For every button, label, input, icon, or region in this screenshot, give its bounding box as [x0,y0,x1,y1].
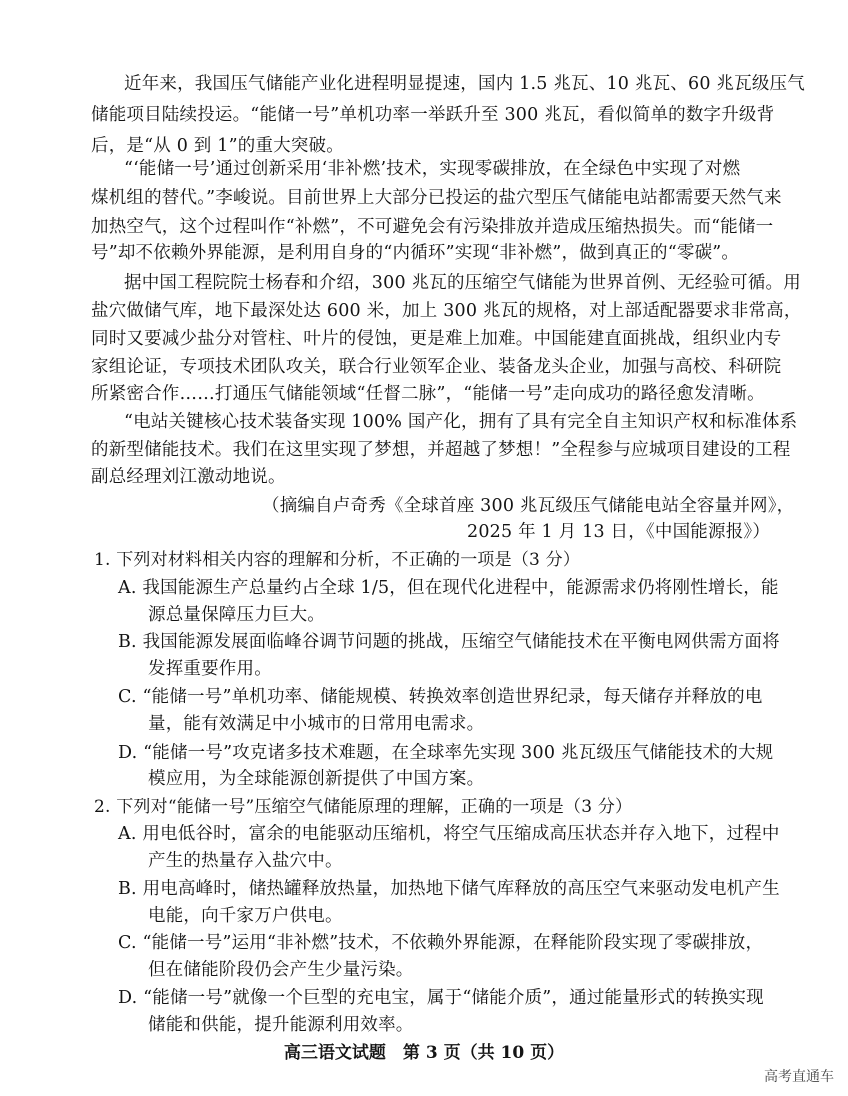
question-1-title: 1. 下列对材料相关内容的理解和分析，不正确的一项是（3 分） [94,550,581,570]
question-1-option-c-line-1: C. “能储一号”单机功率、储能规模、转换效率创造世界纪录，每天储存并释放的电 [118,687,763,707]
passage-p4-line-3: 副总经理刘江激动地说。 [91,467,286,487]
source-citation-line-2: 2025 年 1 月 13 日，《中国能源报》） [467,522,771,542]
question-2-title: 2. 下列对“能储一号”压缩空气储能原理的理解，正确的一项是（3 分） [94,797,633,817]
question-1-option-d-line-1: D. “能储一号”攻克诸多技术难题，在全球率先实现 300 兆瓦级压气储能技术的大规 [118,743,774,763]
passage-p4-line-1: “电站关键核心技术装备实现 100% 国产化，拥有了具有完全自主知识产权和标准体系 [124,412,798,432]
question-2-option-a-line-2: 产生的热量存入盐穴中。 [148,851,343,871]
question-2-option-b-line-2: 电能，向千家万户供电。 [148,906,343,926]
question-1-option-a-line-2: 源总量保障压力巨大。 [148,605,325,625]
passage-p1-line-2: 储能项目陆续投运。“能储一号”单机功率一举跃升至 300 兆瓦，看似简单的数字升级背 [91,105,775,125]
passage-p3-line-2: 盐穴做储气库，地下最深处达 600 米，加上 300 兆瓦的规格，对上部适配器要求非常高， [91,301,802,321]
passage-p3-line-3: 同时又要减少盐分对管柱、叶片的侵蚀，更是难上加难。中国能建直面挑战，组织业内专 [91,329,782,349]
source-citation-line-1: （摘编自卢奇秀《全球首座 300 兆瓦级压气储能电站全容量并网》， [262,496,795,516]
question-2-option-a-line-1: A. 用电低谷时，富余的电能驱动压缩机，将空气压缩成高压状态并存入地下，过程中 [118,824,780,844]
passage-p2-line-2: 煤机组的替代。”李峻说。目前世界上大部分已投运的盐穴型压气储能电站都需要天然气来 [91,188,782,208]
question-1-option-b-line-2: 发挥重要作用。 [148,659,272,679]
question-2-option-d-line-2: 储能和供能，提升能源利用效率。 [148,1015,414,1035]
question-1-option-a-line-1: A. 我国能源生产总量约占全球 1/5，但在现代化进程中，能源需求仍将刚性增长，能 [118,578,779,598]
passage-p1-line-1: 近年来，我国压气储能产业化进程明显提速，国内 1.5 兆瓦、10 兆瓦、60 兆瓦级压气 [124,74,805,94]
passage-p3-line-4: 家组论证，专项技术团队攻关，联合行业领军企业、装备龙头企业，加强与高校、科研院 [91,357,782,377]
question-2-option-c-line-2: 但在储能阶段仍会产生少量污染。 [148,960,414,980]
passage-p1-line-3: 后，是“从 0 到 1”的重大突破。 [91,136,344,156]
passage-p2-line-1: “‘能储一号’通过创新采用‘非补燃’技术，实现零碳排放，在全绿色中实现了对燃 [124,159,741,179]
question-1-option-b-line-1: B. 我国能源发展面临峰谷调节问题的挑战，压缩空气储能技术在平衡电网供需方面将 [118,632,780,652]
passage-p4-line-2: 的新型储能技术。我们在这里实现了梦想，并超越了梦想！”全程参与应城项目建设的工程 [91,440,791,460]
question-2-option-b-line-1: B. 用电高峰时，储热罐释放热量，加热地下储气库释放的高压空气来驱动发电机产生 [118,879,780,899]
question-1-option-d-line-2: 模应用，为全球能源创新提供了中国方案。 [148,769,485,789]
passage-p2-line-3: 加热空气，这个过程叫作“补燃”，不可避免会有污染排放并造成压缩热损失。而“能储一 [91,217,774,237]
question-2-option-d-line-1: D. “能储一号”就像一个巨型的充电宝，属于“储能介质”，通过能量形式的转换实现 [118,988,764,1008]
question-2-option-c-line-1: C. “能储一号”运用“非补燃”技术，不依赖外界能源，在释能阶段实现了零碳排放， [118,933,764,953]
question-1-option-c-line-2: 量，能有效满足中小城市的日常用电需求。 [148,714,485,734]
passage-p3-line-5: 所紧密合作……打通压气储能领域“任督二脉”，“能储一号”走向成功的路径愈发清晰。 [91,384,765,404]
passage-p3-line-1: 据中国工程院院士杨春和介绍，300 兆瓦的压缩空气储能为世界首例、无经验可循。用 [124,273,801,293]
passage-p2-line-4: 号”却不依赖外界能源，是利用自身的“内循环”实现“非补燃”，做到真正的“零碳”。 [91,243,740,263]
watermark-text: 高考直通车 [764,1069,834,1085]
page-footer: 高三语文试题 第 3 页（共 10 页） [283,1043,565,1063]
